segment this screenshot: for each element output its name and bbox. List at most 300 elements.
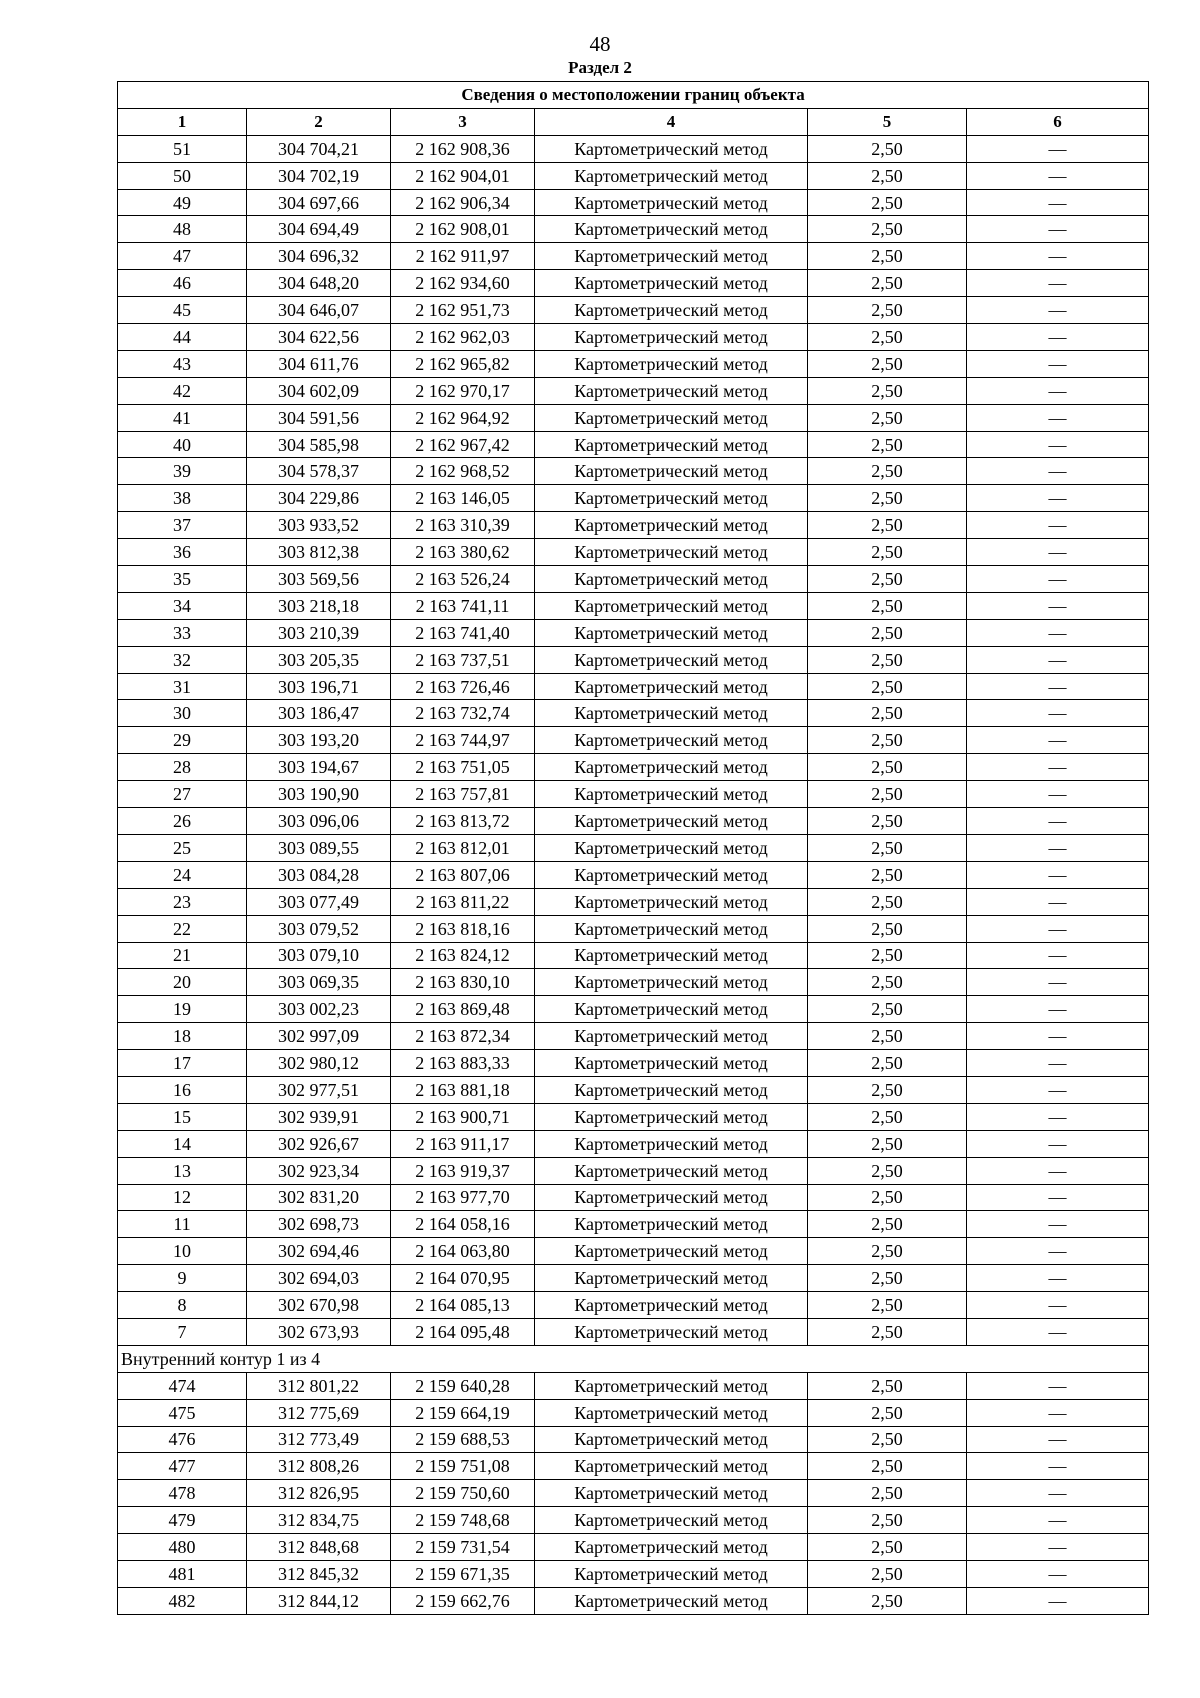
x-coordinate-cell: 304 694,49 (247, 216, 391, 243)
method-cell: Картометрический метод (535, 673, 808, 700)
table-row (118, 1560, 1149, 1587)
x-coordinate-cell: 304 704,21 (247, 135, 391, 162)
y-coordinate-cell: 2 163 872,34 (391, 1023, 535, 1050)
table-title: Сведения о местоположении границ объекта (118, 82, 1149, 109)
point-number-cell: 16 (118, 1076, 247, 1103)
x-coordinate-cell: 304 611,76 (247, 350, 391, 377)
accuracy-cell: 2,50 (808, 1265, 967, 1292)
x-coordinate-cell: 304 585,98 (247, 431, 391, 458)
y-coordinate-cell: 2 162 904,01 (391, 162, 535, 189)
y-coordinate-cell: 2 164 058,16 (391, 1211, 535, 1238)
description-cell: — (967, 1184, 1149, 1211)
point-number-cell: 49 (118, 189, 247, 216)
accuracy-cell: 2,50 (808, 404, 967, 431)
description-cell: — (967, 700, 1149, 727)
accuracy-cell: 2,50 (808, 1587, 967, 1614)
accuracy-cell: 2,50 (808, 1426, 967, 1453)
point-number-cell: 51 (118, 135, 247, 162)
table-row (118, 781, 1149, 808)
point-number-cell: 36 (118, 539, 247, 566)
y-coordinate-cell: 2 162 951,73 (391, 297, 535, 324)
accuracy-cell: 2,50 (808, 969, 967, 996)
x-coordinate-cell: 312 773,49 (247, 1426, 391, 1453)
description-cell: — (967, 1399, 1149, 1426)
description-cell: — (967, 646, 1149, 673)
accuracy-cell: 2,50 (808, 942, 967, 969)
y-coordinate-cell: 2 159 731,54 (391, 1534, 535, 1561)
table-row (118, 135, 1149, 162)
point-number-cell: 15 (118, 1103, 247, 1130)
point-number-cell: 7 (118, 1318, 247, 1345)
accuracy-cell: 2,50 (808, 1453, 967, 1480)
point-number-cell: 21 (118, 942, 247, 969)
table-row (118, 1184, 1149, 1211)
table-row (118, 539, 1149, 566)
column-header-row (118, 108, 1149, 135)
description-cell: — (967, 1480, 1149, 1507)
method-cell: Картометрический метод (535, 1103, 808, 1130)
column-header: 2 (247, 108, 391, 135)
y-coordinate-cell: 2 163 818,16 (391, 915, 535, 942)
accuracy-cell: 2,50 (808, 1211, 967, 1238)
table-row (118, 1534, 1149, 1561)
method-cell: Картометрический метод (535, 861, 808, 888)
accuracy-cell: 2,50 (808, 162, 967, 189)
point-number-cell: 34 (118, 592, 247, 619)
x-coordinate-cell: 304 578,37 (247, 458, 391, 485)
table-body (118, 135, 1149, 1614)
y-coordinate-cell: 2 159 640,28 (391, 1372, 535, 1399)
method-cell: Картометрический метод (535, 1076, 808, 1103)
accuracy-cell: 2,50 (808, 297, 967, 324)
table-row (118, 431, 1149, 458)
y-coordinate-cell: 2 163 744,97 (391, 727, 535, 754)
accuracy-cell: 2,50 (808, 915, 967, 942)
y-coordinate-cell: 2 159 750,60 (391, 1480, 535, 1507)
y-coordinate-cell: 2 163 732,74 (391, 700, 535, 727)
accuracy-cell: 2,50 (808, 646, 967, 673)
table-row (118, 1453, 1149, 1480)
accuracy-cell: 2,50 (808, 350, 967, 377)
table-row (118, 592, 1149, 619)
accuracy-cell: 2,50 (808, 727, 967, 754)
x-coordinate-cell: 303 079,52 (247, 915, 391, 942)
method-cell: Картометрический метод (535, 243, 808, 270)
method-cell: Картометрический метод (535, 1507, 808, 1534)
x-coordinate-cell: 302 926,67 (247, 1130, 391, 1157)
table-row (118, 297, 1149, 324)
method-cell: Картометрический метод (535, 216, 808, 243)
table-row (118, 1426, 1149, 1453)
point-number-cell: 47 (118, 243, 247, 270)
method-cell: Картометрический метод (535, 485, 808, 512)
y-coordinate-cell: 2 162 965,82 (391, 350, 535, 377)
point-number-cell: 40 (118, 431, 247, 458)
x-coordinate-cell: 302 694,03 (247, 1265, 391, 1292)
point-number-cell: 8 (118, 1292, 247, 1319)
x-coordinate-cell: 303 079,10 (247, 942, 391, 969)
table-row (118, 942, 1149, 969)
description-cell: — (967, 808, 1149, 835)
description-cell: — (967, 350, 1149, 377)
point-number-cell: 28 (118, 754, 247, 781)
y-coordinate-cell: 2 163 741,11 (391, 592, 535, 619)
point-number-cell: 48 (118, 216, 247, 243)
y-coordinate-cell: 2 163 526,24 (391, 566, 535, 593)
table-row (118, 162, 1149, 189)
description-cell: — (967, 781, 1149, 808)
point-number-cell: 17 (118, 1050, 247, 1077)
x-coordinate-cell: 303 933,52 (247, 512, 391, 539)
table-row (118, 808, 1149, 835)
method-cell: Картометрический метод (535, 996, 808, 1023)
y-coordinate-cell: 2 163 807,06 (391, 861, 535, 888)
x-coordinate-cell: 303 089,55 (247, 834, 391, 861)
method-cell: Картометрический метод (535, 377, 808, 404)
x-coordinate-cell: 303 210,39 (247, 619, 391, 646)
accuracy-cell: 2,50 (808, 861, 967, 888)
method-cell: Картометрический метод (535, 1318, 808, 1345)
description-cell: — (967, 1130, 1149, 1157)
point-number-cell: 43 (118, 350, 247, 377)
method-cell: Картометрический метод (535, 512, 808, 539)
description-cell: — (967, 1050, 1149, 1077)
method-cell: Картометрический метод (535, 888, 808, 915)
method-cell: Картометрический метод (535, 1023, 808, 1050)
description-cell: — (967, 1453, 1149, 1480)
accuracy-cell: 2,50 (808, 1157, 967, 1184)
point-number-cell: 38 (118, 485, 247, 512)
table-row (118, 458, 1149, 485)
method-cell: Картометрический метод (535, 270, 808, 297)
y-coordinate-cell: 2 162 970,17 (391, 377, 535, 404)
x-coordinate-cell: 312 801,22 (247, 1372, 391, 1399)
table-row (118, 1157, 1149, 1184)
table-row (118, 1318, 1149, 1345)
method-cell: Картометрический метод (535, 297, 808, 324)
table-row (118, 1130, 1149, 1157)
x-coordinate-cell: 302 698,73 (247, 1211, 391, 1238)
y-coordinate-cell: 2 163 757,81 (391, 781, 535, 808)
x-coordinate-cell: 304 702,19 (247, 162, 391, 189)
x-coordinate-cell: 312 834,75 (247, 1507, 391, 1534)
x-coordinate-cell: 312 848,68 (247, 1534, 391, 1561)
x-coordinate-cell: 304 697,66 (247, 189, 391, 216)
table-row (118, 1265, 1149, 1292)
accuracy-cell: 2,50 (808, 135, 967, 162)
accuracy-cell: 2,50 (808, 485, 967, 512)
x-coordinate-cell: 303 205,35 (247, 646, 391, 673)
point-number-cell: 24 (118, 861, 247, 888)
table-row (118, 1372, 1149, 1399)
column-header: 6 (967, 108, 1149, 135)
x-coordinate-cell: 312 808,26 (247, 1453, 391, 1480)
accuracy-cell: 2,50 (808, 673, 967, 700)
table-row (118, 996, 1149, 1023)
point-number-cell: 35 (118, 566, 247, 593)
table-row (118, 189, 1149, 216)
y-coordinate-cell: 2 163 380,62 (391, 539, 535, 566)
point-number-cell: 10 (118, 1238, 247, 1265)
x-coordinate-cell: 302 977,51 (247, 1076, 391, 1103)
point-number-cell: 476 (118, 1426, 247, 1453)
description-cell: — (967, 189, 1149, 216)
x-coordinate-cell: 302 997,09 (247, 1023, 391, 1050)
x-coordinate-cell: 302 923,34 (247, 1157, 391, 1184)
description-cell: — (967, 1587, 1149, 1614)
method-cell: Картометрический метод (535, 1534, 808, 1561)
x-coordinate-cell: 312 775,69 (247, 1399, 391, 1426)
y-coordinate-cell: 2 162 968,52 (391, 458, 535, 485)
accuracy-cell: 2,50 (808, 888, 967, 915)
table-row (118, 1103, 1149, 1130)
column-header: 5 (808, 108, 967, 135)
y-coordinate-cell: 2 163 900,71 (391, 1103, 535, 1130)
description-cell: — (967, 324, 1149, 351)
method-cell: Картометрический метод (535, 1292, 808, 1319)
table-row (118, 727, 1149, 754)
description-cell: — (967, 270, 1149, 297)
accuracy-cell: 2,50 (808, 700, 967, 727)
x-coordinate-cell: 302 980,12 (247, 1050, 391, 1077)
table-row (118, 888, 1149, 915)
point-number-cell: 23 (118, 888, 247, 915)
description-cell: — (967, 243, 1149, 270)
accuracy-cell: 2,50 (808, 1292, 967, 1319)
y-coordinate-cell: 2 163 881,18 (391, 1076, 535, 1103)
y-coordinate-cell: 2 163 811,22 (391, 888, 535, 915)
y-coordinate-cell: 2 163 883,33 (391, 1050, 535, 1077)
method-cell: Картометрический метод (535, 350, 808, 377)
description-cell: — (967, 539, 1149, 566)
point-number-cell: 50 (118, 162, 247, 189)
table-row (118, 377, 1149, 404)
y-coordinate-cell: 2 163 812,01 (391, 834, 535, 861)
boundary-coordinates-table (117, 81, 1149, 1615)
point-number-cell: 482 (118, 1587, 247, 1614)
point-number-cell: 9 (118, 1265, 247, 1292)
point-number-cell: 19 (118, 996, 247, 1023)
point-number-cell: 30 (118, 700, 247, 727)
y-coordinate-cell: 2 163 751,05 (391, 754, 535, 781)
point-number-cell: 478 (118, 1480, 247, 1507)
table-row (118, 700, 1149, 727)
accuracy-cell: 2,50 (808, 1130, 967, 1157)
column-header: 1 (118, 108, 247, 135)
description-cell: — (967, 1211, 1149, 1238)
point-number-cell: 44 (118, 324, 247, 351)
x-coordinate-cell: 312 826,95 (247, 1480, 391, 1507)
y-coordinate-cell: 2 163 310,39 (391, 512, 535, 539)
method-cell: Картометрический метод (535, 189, 808, 216)
description-cell: — (967, 915, 1149, 942)
y-coordinate-cell: 2 162 967,42 (391, 431, 535, 458)
method-cell: Картометрический метод (535, 135, 808, 162)
x-coordinate-cell: 303 096,06 (247, 808, 391, 835)
y-coordinate-cell: 2 163 726,46 (391, 673, 535, 700)
accuracy-cell: 2,50 (808, 1103, 967, 1130)
description-cell: — (967, 861, 1149, 888)
x-coordinate-cell: 303 002,23 (247, 996, 391, 1023)
accuracy-cell: 2,50 (808, 1318, 967, 1345)
column-header: 4 (535, 108, 808, 135)
column-header: 3 (391, 108, 535, 135)
x-coordinate-cell: 304 602,09 (247, 377, 391, 404)
accuracy-cell: 2,50 (808, 834, 967, 861)
accuracy-cell: 2,50 (808, 216, 967, 243)
description-cell: — (967, 1318, 1149, 1345)
x-coordinate-cell: 304 622,56 (247, 324, 391, 351)
method-cell: Картометрический метод (535, 1157, 808, 1184)
y-coordinate-cell: 2 163 741,40 (391, 619, 535, 646)
table-row (118, 834, 1149, 861)
method-cell: Картометрический метод (535, 781, 808, 808)
description-cell: — (967, 566, 1149, 593)
table-row (118, 754, 1149, 781)
method-cell: Картометрический метод (535, 915, 808, 942)
accuracy-cell: 2,50 (808, 566, 967, 593)
accuracy-cell: 2,50 (808, 539, 967, 566)
method-cell: Картометрический метод (535, 808, 808, 835)
description-cell: — (967, 942, 1149, 969)
x-coordinate-cell: 312 844,12 (247, 1587, 391, 1614)
x-coordinate-cell: 304 646,07 (247, 297, 391, 324)
accuracy-cell: 2,50 (808, 619, 967, 646)
table-row (118, 1050, 1149, 1077)
method-cell: Картометрический метод (535, 1050, 808, 1077)
accuracy-cell: 2,50 (808, 189, 967, 216)
accuracy-cell: 2,50 (808, 243, 967, 270)
accuracy-cell: 2,50 (808, 270, 967, 297)
table-row (118, 1211, 1149, 1238)
y-coordinate-cell: 2 159 748,68 (391, 1507, 535, 1534)
y-coordinate-cell: 2 163 869,48 (391, 996, 535, 1023)
method-cell: Картометрический метод (535, 942, 808, 969)
y-coordinate-cell: 2 163 911,17 (391, 1130, 535, 1157)
table-row (118, 1480, 1149, 1507)
method-cell: Картометрический метод (535, 592, 808, 619)
x-coordinate-cell: 304 648,20 (247, 270, 391, 297)
point-number-cell: 18 (118, 1023, 247, 1050)
table-row (118, 270, 1149, 297)
description-cell: — (967, 1426, 1149, 1453)
x-coordinate-cell: 303 193,20 (247, 727, 391, 754)
description-cell: — (967, 512, 1149, 539)
point-number-cell: 42 (118, 377, 247, 404)
method-cell: Картометрический метод (535, 162, 808, 189)
table-row (118, 1023, 1149, 1050)
point-number-cell: 475 (118, 1399, 247, 1426)
table-title-row (118, 82, 1149, 109)
y-coordinate-cell: 2 162 908,01 (391, 216, 535, 243)
y-coordinate-cell: 2 162 908,36 (391, 135, 535, 162)
method-cell: Картометрический метод (535, 1238, 808, 1265)
point-number-cell: 45 (118, 297, 247, 324)
description-cell: — (967, 673, 1149, 700)
description-cell: — (967, 1534, 1149, 1561)
accuracy-cell: 2,50 (808, 1023, 967, 1050)
method-cell: Картометрический метод (535, 404, 808, 431)
table-row (118, 1238, 1149, 1265)
y-coordinate-cell: 2 163 824,12 (391, 942, 535, 969)
table-row (118, 243, 1149, 270)
method-cell: Картометрический метод (535, 324, 808, 351)
table-row (118, 969, 1149, 996)
x-coordinate-cell: 302 939,91 (247, 1103, 391, 1130)
method-cell: Картометрический метод (535, 1265, 808, 1292)
accuracy-cell: 2,50 (808, 431, 967, 458)
y-coordinate-cell: 2 159 664,19 (391, 1399, 535, 1426)
x-coordinate-cell: 303 196,71 (247, 673, 391, 700)
description-cell: — (967, 1292, 1149, 1319)
point-number-cell: 14 (118, 1130, 247, 1157)
description-cell: — (967, 619, 1149, 646)
accuracy-cell: 2,50 (808, 512, 967, 539)
accuracy-cell: 2,50 (808, 1050, 967, 1077)
y-coordinate-cell: 2 162 934,60 (391, 270, 535, 297)
y-coordinate-cell: 2 159 751,08 (391, 1453, 535, 1480)
method-cell: Картометрический метод (535, 754, 808, 781)
x-coordinate-cell: 303 186,47 (247, 700, 391, 727)
point-number-cell: 479 (118, 1507, 247, 1534)
x-coordinate-cell: 303 084,28 (247, 861, 391, 888)
table-row (118, 1587, 1149, 1614)
x-coordinate-cell: 304 229,86 (247, 485, 391, 512)
accuracy-cell: 2,50 (808, 458, 967, 485)
method-cell: Картометрический метод (535, 1211, 808, 1238)
method-cell: Картометрический метод (535, 1399, 808, 1426)
table-row (118, 1399, 1149, 1426)
x-coordinate-cell: 312 845,32 (247, 1560, 391, 1587)
description-cell: — (967, 1372, 1149, 1399)
method-cell: Картометрический метод (535, 1184, 808, 1211)
y-coordinate-cell: 2 164 063,80 (391, 1238, 535, 1265)
table-row (118, 566, 1149, 593)
y-coordinate-cell: 2 163 146,05 (391, 485, 535, 512)
point-number-cell: 25 (118, 834, 247, 861)
method-cell: Картометрический метод (535, 1587, 808, 1614)
method-cell: Картометрический метод (535, 458, 808, 485)
point-number-cell: 31 (118, 673, 247, 700)
description-cell: — (967, 1507, 1149, 1534)
description-cell: — (967, 162, 1149, 189)
table-row (118, 915, 1149, 942)
x-coordinate-cell: 303 194,67 (247, 754, 391, 781)
y-coordinate-cell: 2 159 671,35 (391, 1560, 535, 1587)
y-coordinate-cell: 2 162 962,03 (391, 324, 535, 351)
description-cell: — (967, 458, 1149, 485)
table-row (118, 324, 1149, 351)
x-coordinate-cell: 303 812,38 (247, 539, 391, 566)
description-cell: — (967, 727, 1149, 754)
description-cell: — (967, 1023, 1149, 1050)
table-row (118, 216, 1149, 243)
x-coordinate-cell: 303 218,18 (247, 592, 391, 619)
point-number-cell: 22 (118, 915, 247, 942)
accuracy-cell: 2,50 (808, 1480, 967, 1507)
method-cell: Картометрический метод (535, 539, 808, 566)
y-coordinate-cell: 2 162 906,34 (391, 189, 535, 216)
method-cell: Картометрический метод (535, 834, 808, 861)
table-row (118, 404, 1149, 431)
table-row (118, 861, 1149, 888)
contour-subheading-row (118, 1345, 1149, 1372)
y-coordinate-cell: 2 163 919,37 (391, 1157, 535, 1184)
section-title: Раздел 2 (568, 58, 632, 77)
x-coordinate-cell: 302 670,98 (247, 1292, 391, 1319)
description-cell: — (967, 377, 1149, 404)
accuracy-cell: 2,50 (808, 1372, 967, 1399)
